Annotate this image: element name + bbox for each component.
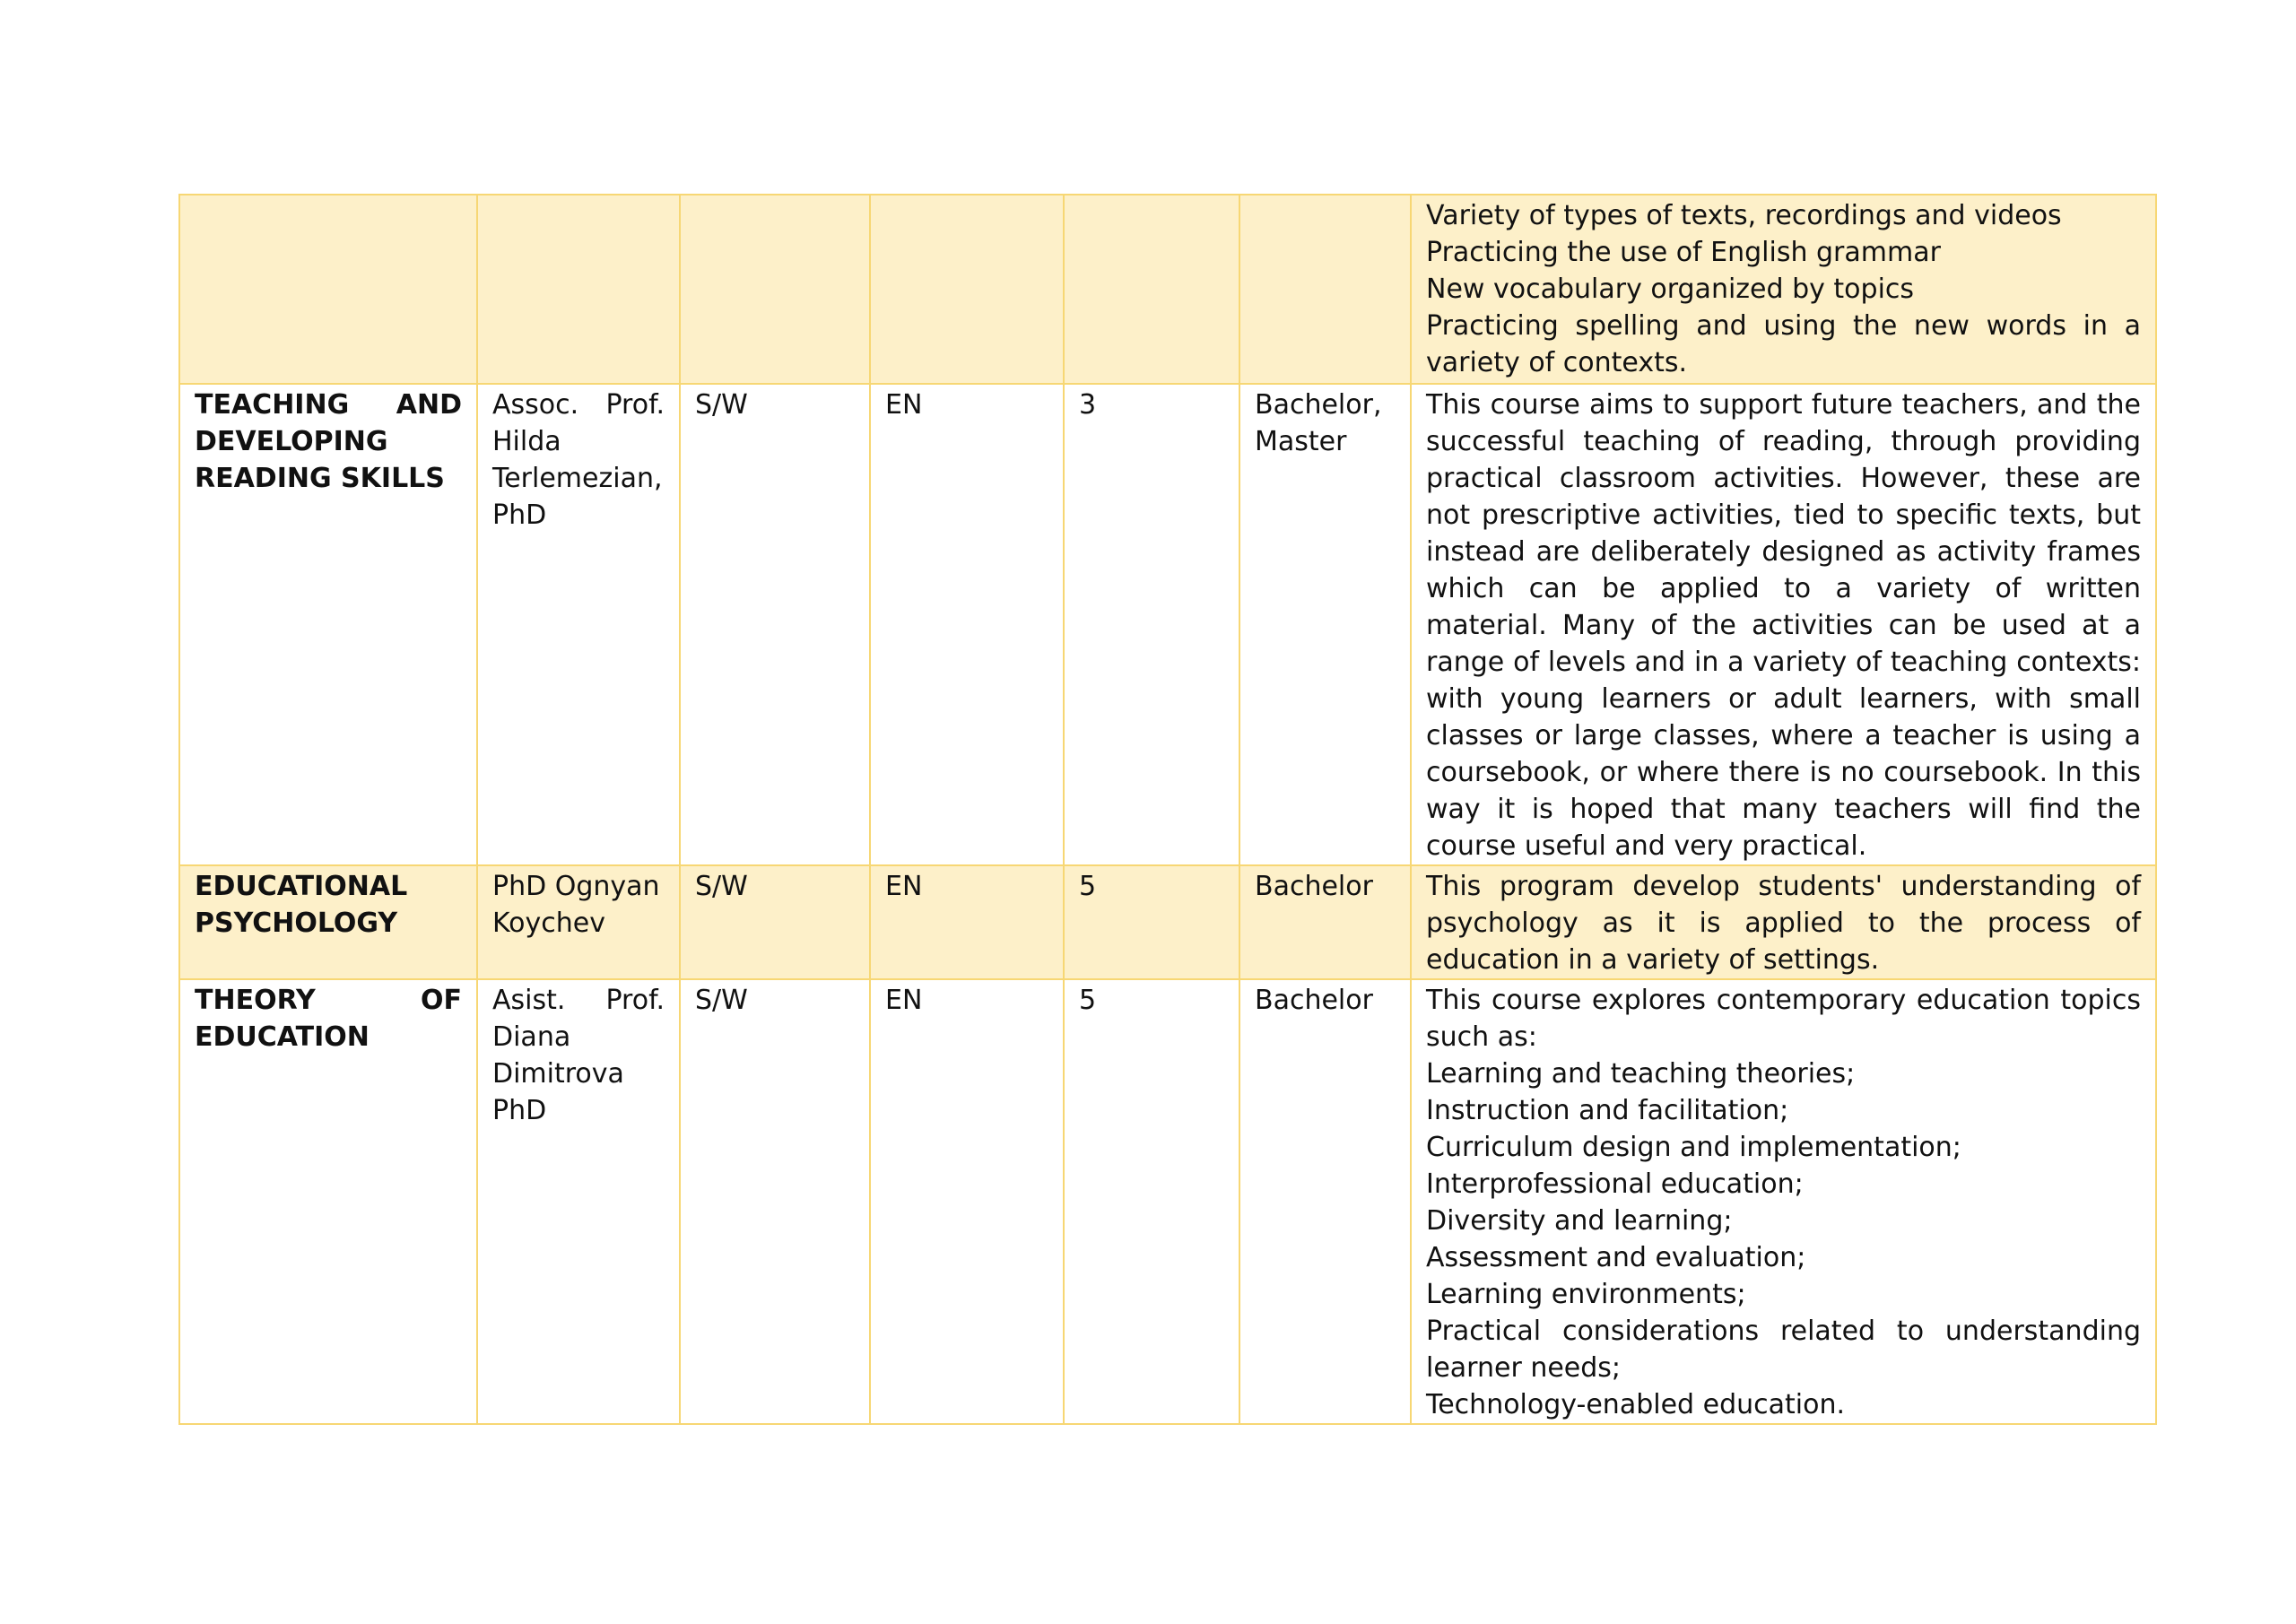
description-line: Practicing spelling and using the new words in a variety of contexts.	[1426, 310, 2141, 378]
table-row	[179, 384, 2156, 865]
description-line: Variety of types of texts, recordings and videos	[1426, 200, 2062, 231]
level-value: Bachelor, Master	[1255, 389, 1382, 457]
description-cell	[1411, 979, 2156, 1424]
course-table	[178, 194, 2157, 1425]
description-line: Practical considerations related to understanding learner needs;	[1426, 1316, 2141, 1384]
format-value: S/W	[695, 871, 748, 902]
course-name-cell	[179, 384, 477, 865]
format-value: S/W	[695, 985, 748, 1016]
level-cell	[1239, 195, 1411, 384]
description-line: Assessment and evaluation;	[1426, 1242, 1806, 1273]
format-value: S/W	[695, 389, 748, 421]
course-name: TEACHING AND DEVELOPING READING SKILLS	[195, 389, 462, 494]
language-cell	[870, 979, 1064, 1424]
description-line: This program develop students' understanding of psychology as it is applied to the process of education in a variety of settings.	[1426, 871, 2141, 976]
lecturer-name: Asist. Prof. Diana Dimitrova PhD	[492, 985, 665, 1126]
format-cell	[680, 384, 870, 865]
description-line: Technology-enabled education.	[1426, 1389, 1846, 1420]
description-line: Curriculum design and implementation;	[1426, 1132, 1961, 1163]
lecturer-cell	[477, 979, 680, 1424]
lecturer-cell	[477, 865, 680, 979]
lecturer-name: Assoc. Prof. Hilda Terlemezian, PhD	[492, 389, 665, 531]
ects-cell	[1064, 195, 1239, 384]
table-row	[179, 979, 2156, 1424]
language-value: EN	[885, 985, 923, 1016]
level-value: Bachelor	[1255, 985, 1373, 1016]
ects-cell	[1064, 979, 1239, 1424]
description-cell	[1411, 195, 2156, 384]
language-cell	[870, 384, 1064, 865]
course-name: EDUCATIONAL PSYCHOLOGY	[195, 871, 408, 939]
language-cell	[870, 195, 1064, 384]
format-cell	[680, 195, 870, 384]
course-name: THEORY OF EDUCATION	[195, 985, 462, 1053]
table-row	[179, 195, 2156, 384]
ects-value: 5	[1079, 985, 1097, 1016]
description-line: New vocabulary organized by topics	[1426, 274, 1915, 305]
level-cell	[1239, 384, 1411, 865]
lecturer-name: PhD Ognyan Koychev	[492, 871, 660, 939]
description-line: Practicing the use of English grammar	[1426, 237, 1941, 268]
description-line: Learning and teaching theories;	[1426, 1058, 1856, 1090]
ects-cell	[1064, 865, 1239, 979]
format-cell	[680, 979, 870, 1424]
description-line: Instruction and facilitation;	[1426, 1095, 1789, 1126]
course-name-cell	[179, 195, 477, 384]
description-line: This course aims to support future teachers, and the successful teaching of reading, through providing practical classroom activities. However, these are not prescriptive activities, tied to specific texts, but instead are deliberately designed as activity frames which can be applied to a variety of written material. Many of the activities can be used at a range of levels and in a variety of teaching contexts: with young learners or adult learners, with small classes or large classes, where a teacher is using a coursebook, or where there is no coursebook. In this way it is hoped that many teachers will find the course useful and very practical.	[1426, 389, 2141, 862]
description-cell	[1411, 865, 2156, 979]
description-line: Diversity and learning;	[1426, 1205, 1733, 1237]
course-name-cell	[179, 979, 477, 1424]
ects-value: 5	[1079, 871, 1097, 902]
ects-value: 3	[1079, 389, 1097, 421]
course-name-cell	[179, 865, 477, 979]
lecturer-cell	[477, 195, 680, 384]
format-cell	[680, 865, 870, 979]
level-cell	[1239, 865, 1411, 979]
ects-cell	[1064, 384, 1239, 865]
description-line: Learning environments;	[1426, 1279, 1746, 1310]
table-row	[179, 865, 2156, 979]
level-value: Bachelor	[1255, 871, 1373, 902]
lecturer-cell	[477, 384, 680, 865]
description-line: This course explores contemporary education topics such as:	[1426, 985, 2141, 1053]
level-cell	[1239, 979, 1411, 1424]
language-cell	[870, 865, 1064, 979]
description-cell	[1411, 384, 2156, 865]
description-line: Interprofessional education;	[1426, 1168, 1804, 1200]
language-value: EN	[885, 389, 923, 421]
language-value: EN	[885, 871, 923, 902]
